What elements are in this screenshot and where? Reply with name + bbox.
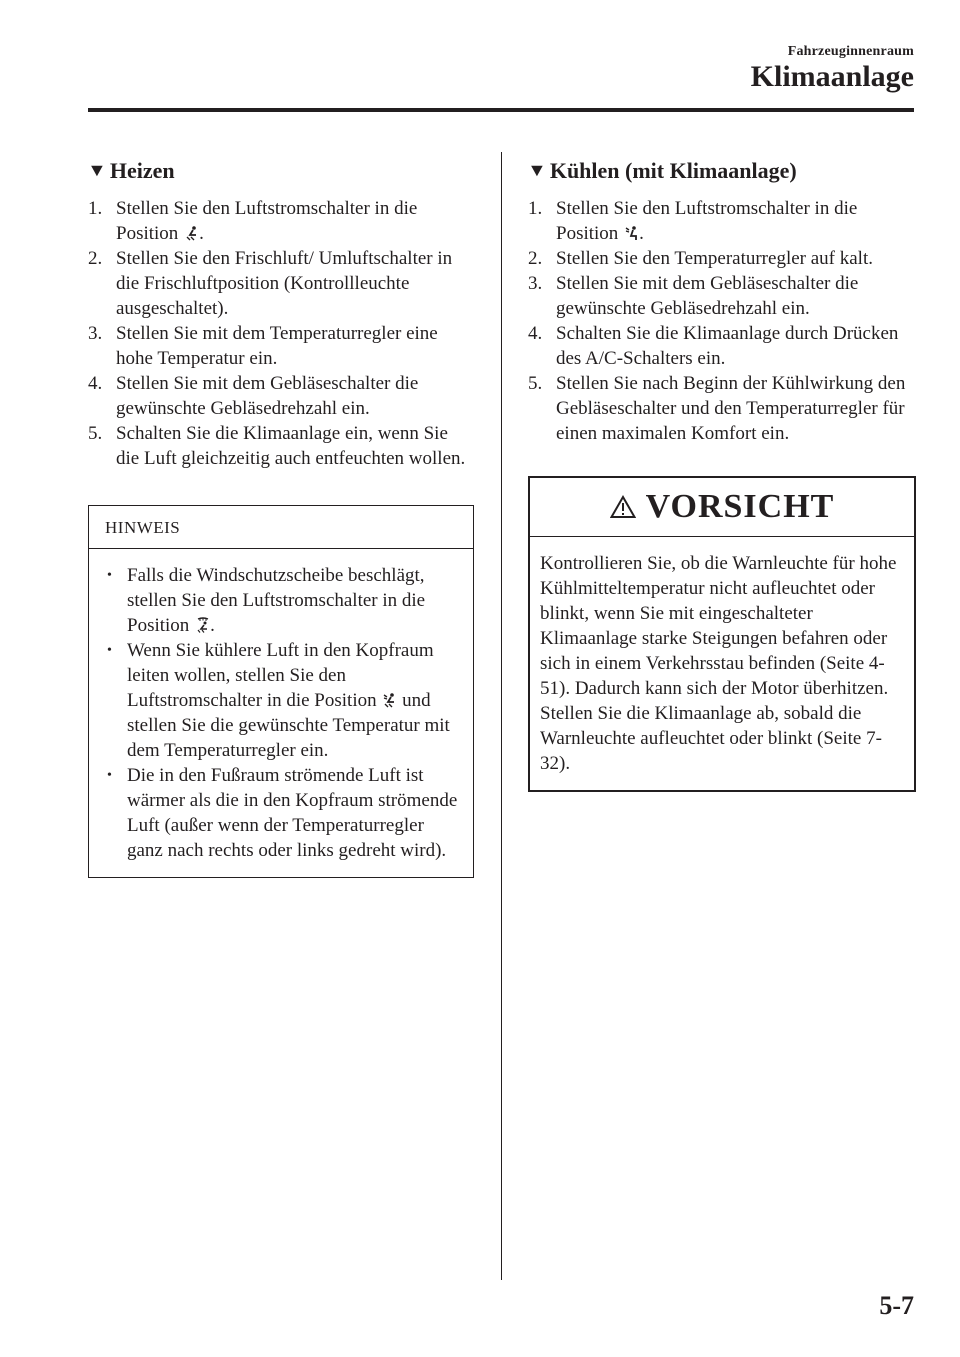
bullet-text: Die in den Fußraum strömende Luft ist wärmer als die in den Kopfraum strömende Luft (außer wenn der Temperaturregler ganz nach rechts oder links gedreht wird).	[127, 765, 458, 862]
step-number: 3.	[88, 323, 103, 345]
list-item	[107, 563, 459, 638]
step-text: Stellen Sie mit dem Gebläseschalter die gewünschte Gebläsedrehzahl ein.	[116, 373, 419, 420]
list-item	[528, 271, 916, 321]
step-text: Stellen Sie den Temperaturregler auf kalt.	[556, 248, 873, 270]
list-item	[88, 421, 474, 471]
page-number: 5-7	[879, 1291, 914, 1320]
chapter-subtitle: Fahrzeuginnenraum	[787, 44, 914, 59]
bullet-dot-icon: •	[107, 568, 112, 584]
step-text: Stellen Sie mit dem Gebläseschalter die gewünschte Gebläsedrehzahl ein.	[556, 273, 859, 320]
note-box	[88, 505, 474, 878]
chapter-title: Klimaanlage	[750, 60, 914, 93]
step-number: 5.	[88, 423, 103, 445]
warning-triangle-icon	[610, 495, 636, 519]
triangle-down-icon: ▼	[527, 160, 547, 181]
face-foot-vent-icon	[383, 692, 397, 708]
step-number: 2.	[88, 248, 103, 270]
step-text-part: .	[639, 223, 644, 245]
list-item	[88, 196, 474, 246]
step-number: 2.	[528, 248, 543, 270]
step-text	[556, 196, 916, 246]
bullet-dot-icon: •	[107, 768, 112, 784]
caution-label: VORSICHT	[645, 488, 835, 526]
heizen-steps	[88, 196, 474, 471]
section-heading-kuehlen	[528, 158, 916, 184]
section-heading-text: Kühlen (mit Klimaanlage)	[549, 158, 797, 183]
list-item	[528, 371, 916, 446]
step-text: Stellen Sie nach Beginn der Kühlwirkung den Gebläseschalter und den Temperaturregler für einen maximalen Komfort ein.	[556, 373, 906, 445]
caution-text: Kontrollieren Sie, ob die Warnleuchte für hohe Kühlmitteltemperatur nicht aufleuchtet oder blinkt, wenn Sie mit eingeschalteter Klimaanlage starke Steigungen befahren oder sich in einem Verkehrsstau befinden (Seite 4-51). Dadurch kann sich der Motor überhitzen. Stellen Sie die Klimaanlage ab, sobald die Warnleuchte aufleuchtet oder blinkt (Seite 7-32).	[540, 553, 897, 775]
step-number: 3.	[528, 273, 543, 295]
step-text: Schalten Sie die Klimaanlage ein, wenn Sie die Luft gleichzeitig auch entfeuchten wollen.	[116, 423, 466, 470]
bullet-dot-icon: •	[107, 643, 112, 659]
step-number: 1.	[88, 198, 103, 220]
caution-header	[530, 478, 914, 537]
step-text	[116, 196, 474, 246]
left-column	[88, 152, 474, 878]
defrost-foot-vent-icon	[196, 617, 210, 633]
step-text-part: Stellen Sie den Luftstromschalter in die Position	[116, 198, 418, 245]
step-number: 1.	[528, 198, 543, 220]
step-text: Schalten Sie die Klimaanlage durch Drücken des A/C-Schalters ein.	[556, 323, 899, 370]
list-item	[107, 638, 459, 763]
note-bullets	[107, 563, 459, 863]
list-item	[528, 321, 916, 371]
triangle-down-icon: ▼	[87, 160, 107, 181]
bullet-text-part: Wenn Sie kühlere Luft in den Kopfraum leiten wollen, stellen Sie den Luftstromschalter in die Position	[127, 640, 434, 712]
list-item	[88, 246, 474, 321]
list-item	[88, 321, 474, 371]
step-number: 4.	[88, 373, 103, 395]
section-heading-heizen	[88, 158, 474, 184]
section-heading-text: Heizen	[109, 158, 175, 183]
bullet-text-part: .	[210, 615, 215, 637]
step-number: 4.	[528, 323, 543, 345]
bullet-text	[127, 563, 459, 638]
header-rule	[88, 108, 914, 112]
step-text: Stellen Sie mit dem Temperaturregler eine hohe Temperatur ein.	[116, 323, 438, 370]
step-text-part: .	[199, 223, 204, 245]
foot-vent-icon	[185, 225, 199, 241]
note-body	[89, 549, 473, 877]
caution-box	[528, 476, 916, 792]
right-column	[528, 152, 916, 792]
bullet-text-part: Falls die Windschutzscheibe beschlägt, stellen Sie den Luftstromschalter in die Position	[127, 565, 426, 637]
bullet-text	[127, 638, 459, 763]
note-label: HINWEIS	[89, 506, 473, 549]
kuehlen-steps	[528, 196, 916, 446]
face-vent-icon	[625, 225, 639, 241]
step-number: 5.	[528, 373, 543, 395]
step-text-part: Stellen Sie den Luftstromschalter in die Position	[556, 198, 858, 245]
list-item	[88, 371, 474, 421]
list-item	[528, 246, 916, 271]
list-item	[107, 763, 459, 863]
bullet-text-part: und stellen Sie die gewünschte Temperatur mit dem Temperaturregler ein.	[127, 690, 450, 762]
list-item	[528, 196, 916, 246]
column-divider	[501, 152, 502, 1280]
step-text: Stellen Sie den Frischluft/ Umluftschalter in die Frischluftposition (Kontrollleuchte ausgeschaltet).	[116, 248, 453, 320]
